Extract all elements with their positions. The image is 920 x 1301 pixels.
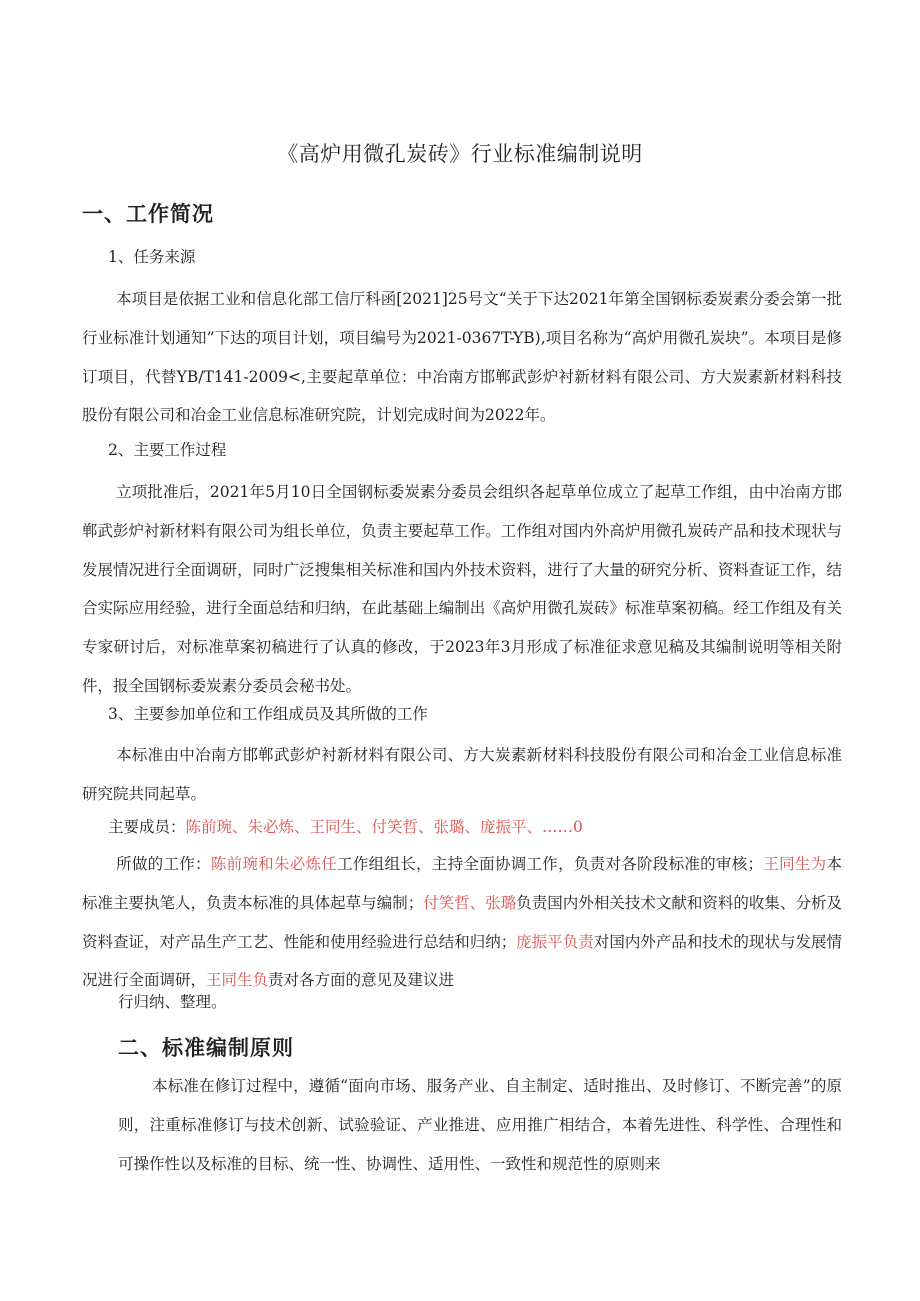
paragraph-principles: 本标准在修订过程中，遵循“面向市场、服务产业、自主制定、适时推出、及时修订、不断完善”的原则，注重标准修订与技术创新、试验验证、产业推进、应用推广相结合，本着先进性、科学性、合理性和可操作性以及标准的目标、统一性、协调性、适用性、一致性和规范性的原则来 bbox=[118, 1077, 842, 1173]
work-text-survey: 对国内外产品和技术的现状与发展情况进行全面调研， bbox=[82, 932, 842, 990]
paragraph-task-source: 本项目是依据工业和信息化部工信厅科函[2021]25号文“关于下达2021年第全国钢标委炭素分委会第一批行业标准计划通知”下达的项目计划，项目编号为2021-0367T-YB),项目名称为“高炉用微孔炭块”。本项目是修订项目，代替YB/T141-2009<,主要起草单位：中冶南方邯郸武彭炉衬新材料有限公司、方大炭素新材料科技股份有限公司和冶金工业信息标准研究院，计划完成时间为2022年。 bbox=[82, 290, 842, 425]
paragraph-work-division bbox=[82, 845, 842, 1000]
document-title: 《高炉用微孔炭砖》行业标准编制说明 bbox=[277, 142, 643, 166]
subheading-participants: 3、主要参加单位和工作组成员及其所做的工作 bbox=[108, 705, 428, 723]
paragraph-drafting-units: 本标准由中冶南方邯郸武彭炉衬新材料有限公司、方大炭素新材料科技股份有限公司和冶金工业信息标准研究院共同起草。 bbox=[82, 746, 842, 803]
work-text-author: 本标准主要执笔人，负责本标准的具体起草与编制； bbox=[82, 855, 842, 912]
work-highlight-survey: 庞振平负责 bbox=[516, 932, 594, 951]
work-highlight-leaders: 陈前琬和朱必炼任 bbox=[210, 855, 338, 873]
subheading-work-process: 2、主要工作过程 bbox=[108, 441, 227, 459]
section-heading-work-overview: 一、工作简况 bbox=[82, 202, 214, 226]
work-label: 所做的工作： bbox=[116, 855, 211, 873]
work-text-feedback: 责对各方面的意见及建议进 bbox=[268, 971, 455, 990]
work-highlight-author: 王同生为 bbox=[763, 855, 827, 873]
paragraph-work-process: 立项批准后，2021年5月10日全国钢标委炭素分委员会组织各起草单位成立了起草工作组，由中冶南方邯郸武彭炉衬新材料有限公司为组长单位，负责主要起草工作。工作组对国内外高炉用微孔炭砖产品和技术现状与发展情况进行全面调研，同时广泛搜集相关标准和国内外技术资料，进行了大量的研究分析、资料查证工作，结合实际应用经验，进行全面总结和归纳，在此基础上编制出《高炉用微孔炭砖》标准草案初稿。经工作组及有关专家研讨后，对标准草案初稿进行了认真的修改，于2023年3月形成了标准征求意见稿及其编制说明等相关附件，报全国钢标委炭素分委员会秘书处。 bbox=[82, 483, 842, 695]
members-line bbox=[108, 815, 583, 837]
subheading-task-source: 1、任务来源 bbox=[108, 248, 196, 266]
work-text-leaders: 工作组组长，主持全面协调工作，负责对各阶段标准的审核； bbox=[337, 855, 764, 873]
members-label: 主要成员： bbox=[108, 818, 186, 836]
work-tail-line: 行归纳、整理。 bbox=[118, 993, 227, 1011]
work-highlight-feedback: 王同生负 bbox=[206, 971, 269, 990]
work-text-literature: 负责国内外相关技术文献和资料的收集、分析及资料查证，对产品生产工艺、性能和使用经验进行总结和归纳； bbox=[82, 893, 842, 951]
section-heading-principles: 二、标准编制原则 bbox=[118, 1036, 294, 1060]
work-highlight-literature: 付笑哲、张璐 bbox=[423, 893, 517, 912]
members-value: 陈前琬、朱必炼、王同生、付笑哲、张璐、庞振平、……0 bbox=[185, 818, 583, 836]
